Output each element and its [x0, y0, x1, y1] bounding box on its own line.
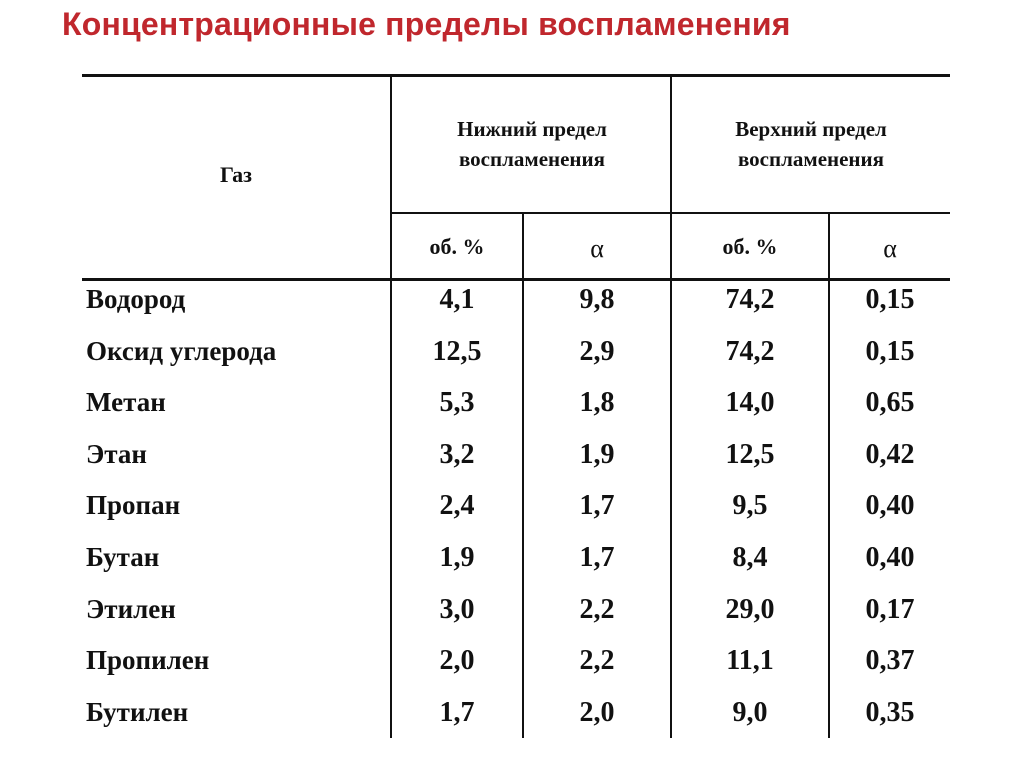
gas-column-header: Газ: [220, 162, 252, 187]
upper-vol-value: 12,5: [725, 438, 775, 470]
upper-vol-value: 9,5: [732, 490, 768, 522]
lower-alpha-value: 2,2: [579, 645, 615, 677]
gas-name: Пропилен: [86, 645, 210, 676]
flammability-table: [82, 74, 950, 738]
gas-name: Оксид углерода: [86, 335, 277, 366]
gas-name: Бутилен: [86, 696, 189, 727]
header-bottom-rule: [82, 278, 950, 281]
gas-name: Водород: [86, 284, 186, 314]
gas-name: Метан: [86, 387, 166, 418]
lower-vol-value: 3,0: [439, 593, 475, 625]
upper-alpha-value: 0,42: [865, 438, 915, 470]
upper-alpha-value: 0,65: [865, 387, 915, 419]
gas-name: Этан: [86, 438, 147, 469]
table-top-rule: [82, 74, 950, 77]
lower-limit-header: Нижний предел воспламенения: [457, 117, 607, 171]
lower-vol-value: 12,5: [432, 335, 482, 367]
lower-alpha-value: 9,8: [579, 284, 615, 315]
lower-alpha-subheader: α: [590, 234, 604, 263]
lower-alpha-value: 2,0: [579, 696, 615, 728]
lower-vol-value: 1,9: [439, 542, 475, 573]
lower-alpha-value: 1,7: [579, 542, 615, 573]
lower-alpha-value: 2,9: [579, 335, 615, 367]
upper-alpha-value: 0,35: [865, 696, 915, 728]
upper-vol-value: 74,2: [725, 335, 775, 367]
upper-vol-value: 29,0: [725, 593, 775, 625]
upper-vol-value: 74,2: [725, 284, 775, 315]
upper-vol-value: 14,0: [725, 387, 775, 419]
page-title: Концентрационные пределы воспламенения: [62, 6, 791, 42]
gas-name: Пропан: [86, 490, 181, 521]
upper-alpha-value: 0,40: [865, 542, 915, 573]
lower-vol-value: 5,3: [439, 387, 475, 419]
lower-vol-value: 1,7: [439, 696, 475, 728]
lower-vol-value: 4,1: [439, 284, 475, 315]
upper-limit-header: Верхний предел воспламенения: [735, 117, 887, 171]
upper-vol-value: 11,1: [726, 645, 774, 677]
gas-name: Бутан: [86, 542, 160, 572]
upper-alpha-value: 0,15: [865, 335, 915, 367]
lower-alpha-value: 1,7: [579, 490, 615, 522]
lower-alpha-value: 1,9: [579, 438, 615, 470]
upper-alpha-value: 0,17: [865, 593, 915, 625]
upper-vol-subheader: об. %: [722, 234, 778, 259]
gas-name: Этилен: [86, 593, 176, 624]
lower-vol-value: 3,2: [439, 438, 475, 470]
upper-alpha-subheader: α: [883, 234, 897, 263]
upper-alpha-value: 0,40: [865, 490, 915, 522]
lower-vol-value: 2,4: [439, 490, 475, 522]
lower-vol-subheader: об. %: [429, 234, 485, 259]
lower-alpha-value: 2,2: [579, 593, 615, 625]
lower-vol-value: 2,0: [439, 645, 475, 677]
upper-alpha-value: 0,37: [865, 645, 915, 677]
upper-vol-value: 9,0: [732, 696, 768, 728]
upper-alpha-value: 0,15: [865, 284, 915, 315]
lower-alpha-value: 1,8: [579, 387, 615, 419]
upper-vol-value: 8,4: [732, 542, 768, 573]
